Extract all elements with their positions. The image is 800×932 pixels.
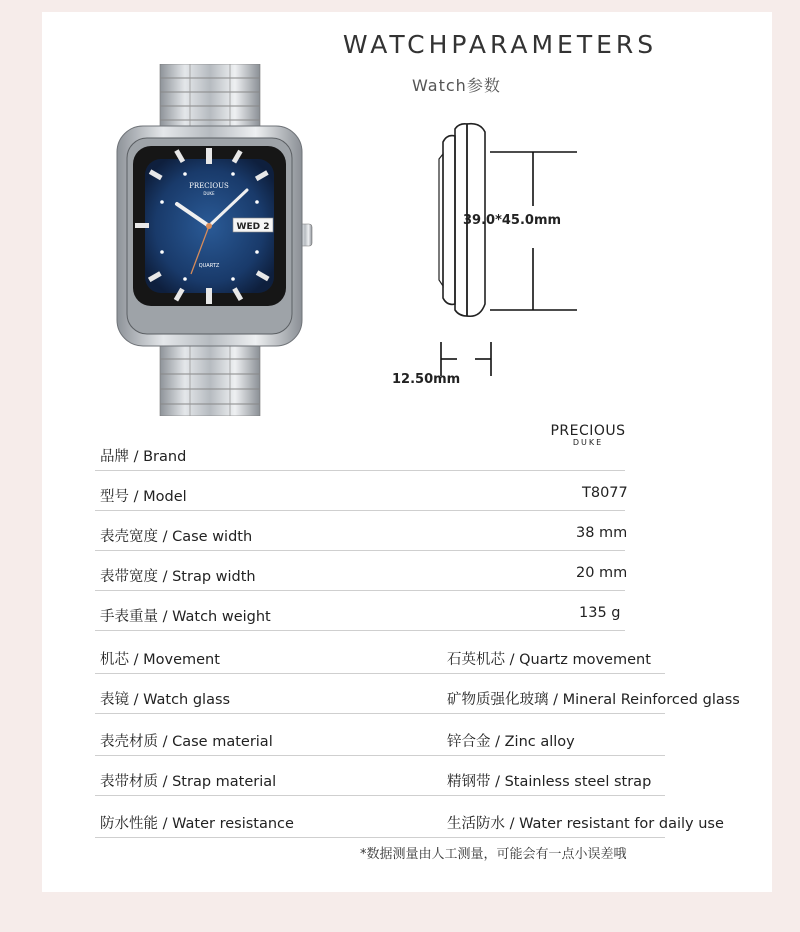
spec-label: 型号 / Model — [100, 489, 187, 505]
measurement-note: *数据测量由人工测量，可能会有一点小误差哦 — [360, 847, 627, 862]
spec-row-brand — [95, 431, 735, 471]
spec-label: 表带宽度 / Strap width — [100, 569, 256, 585]
spec-value: 精钢带 / Stainless steel strap — [447, 774, 652, 790]
page-title: WATCHPARAMETERS — [342, 30, 658, 59]
spec-row-strap-material — [95, 756, 735, 796]
dial-caption: QUARTZ — [198, 263, 220, 269]
spec-value: 锌合金 / Zinc alloy — [447, 734, 575, 750]
spec-label: 机芯 / Movement — [100, 652, 220, 668]
spec-label: 表镜 / Watch glass — [100, 692, 231, 708]
spec-row-movement — [95, 631, 735, 674]
spec-value: 135 g — [579, 605, 621, 621]
spec-label: 表壳材质 / Case material — [100, 734, 273, 750]
brand-logo-sub: DUKE — [572, 438, 604, 447]
spec-value: 生活防水 / Water resistant for daily use — [447, 816, 724, 832]
case-size-label: 39.0*45.0mm — [463, 213, 562, 228]
spec-value: 矿物质强化玻璃 / Mineral Reinforced glass — [447, 692, 740, 708]
spec-row-glass — [95, 674, 740, 714]
spec-label: 表带材质 / Strap material — [100, 774, 277, 790]
spec-row-model — [95, 471, 735, 511]
spec-label: 表壳宽度 / Case width — [100, 529, 253, 545]
spec-value: 38 mm — [576, 525, 628, 541]
page-subtitle: Watch参数 — [412, 76, 501, 95]
spec-table — [95, 431, 740, 838]
spec-value: 石英机芯 / Quartz movement — [447, 652, 651, 668]
spec-row-case-material — [95, 714, 735, 756]
spec-row-case-width — [95, 511, 735, 551]
dial-brand: PRECIOUS — [189, 182, 229, 190]
spec-label: 品牌 / Brand — [100, 449, 187, 465]
spec-label: 手表重量 / Watch weight — [100, 609, 271, 625]
spec-value: 20 mm — [576, 565, 628, 581]
spec-row-strap-width — [95, 551, 735, 591]
spec-label: 防水性能 / Water resistance — [100, 816, 294, 832]
dial-brand-sub: DUKE — [203, 191, 215, 196]
dimension-diagram — [375, 114, 675, 414]
spec-row-weight — [95, 591, 735, 631]
spec-row-water — [95, 796, 735, 838]
brand-logo-name: PRECIOUS — [550, 423, 626, 439]
spec-value: T8077 — [582, 485, 628, 501]
date-window: WED 2 — [236, 222, 270, 232]
watch-photo — [115, 64, 320, 416]
row-divider — [95, 837, 665, 838]
thickness-label: 12.50mm — [392, 372, 461, 387]
